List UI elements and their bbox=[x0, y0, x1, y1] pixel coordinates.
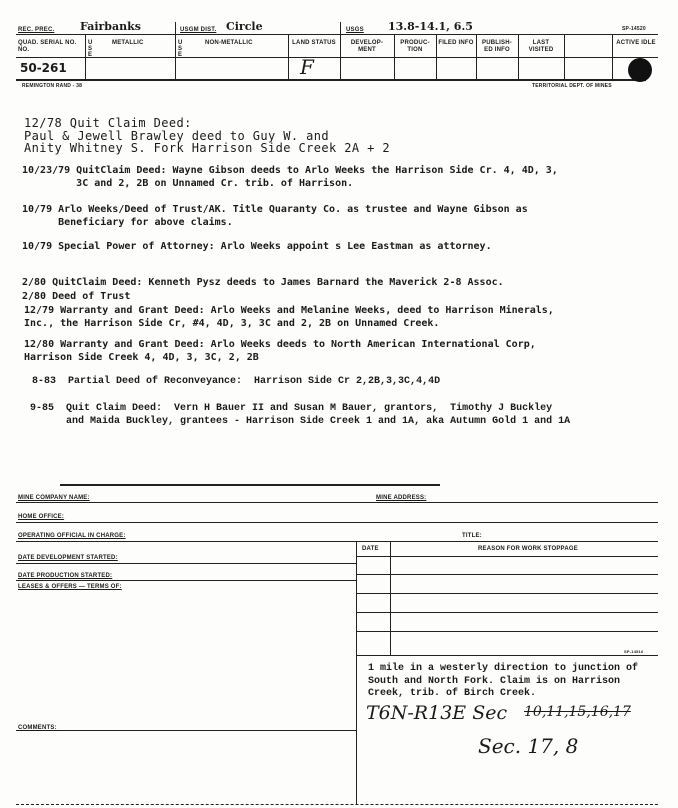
header-divider bbox=[436, 35, 437, 79]
header-divider bbox=[476, 35, 477, 79]
last-visited-label: LAST VISITED bbox=[528, 40, 554, 53]
form-rule bbox=[356, 631, 658, 632]
header-divider bbox=[612, 35, 613, 79]
form-rule bbox=[356, 574, 658, 575]
form-rule bbox=[16, 730, 356, 731]
small-code: SP-14516 bbox=[624, 649, 644, 654]
leases-label: LEASES & OFFERS — TERMS OF: bbox=[18, 584, 122, 590]
entry: 10/79 Arlo Weeks/Deed of Trust/AK. Title Quaranty Co. as trustee and Wayne Gibson as Beneficiary for above claims. bbox=[22, 204, 528, 228]
land-status-value: F bbox=[300, 55, 314, 79]
header-divider bbox=[288, 35, 289, 79]
nonmetallic-label: NON-METALLIC bbox=[205, 40, 253, 46]
usgs-label: USGS bbox=[346, 27, 364, 33]
reason-col-label: REASON FOR WORK STOPPAGE bbox=[478, 546, 578, 552]
entry: 9-85 Quit Claim Deed: Vern H Bauer II and Susan M Bauer, grantors, Timothy J Buckley and Maida Buckley, grantees - Harrison Side Creek 1 and 1A, aka Autumn Gold 1 and 1A bbox=[30, 403, 571, 427]
nonmetallic-letters: U S E bbox=[178, 40, 183, 58]
form-rule bbox=[356, 655, 658, 656]
metallic-label: METALLIC bbox=[112, 40, 144, 46]
handwritten-sections: Sec. 17, 8 bbox=[478, 734, 579, 758]
mine-company-label: MINE COMPANY NAME: bbox=[18, 495, 90, 501]
usgm-dist-value: Circle bbox=[226, 20, 263, 33]
header-rule bbox=[16, 57, 658, 58]
land-status-label: LAND STATUS bbox=[292, 40, 336, 46]
entry: 2/80 QuitClaim Deed: Kenneth Pysz deeds to James Barnard the Maverick 2-8 Assoc. bbox=[22, 277, 504, 288]
entry: 2/80 Deed of Trust bbox=[22, 291, 131, 302]
entry: 10/23/79 QuitClaim Deed: Wayne Gibson deeds to Arlo Weeks the Harrison Side Cr. 4, 4D, 3, 3C and 2, 2B on Unnamed Cr. trib. of Harrison. bbox=[22, 165, 558, 189]
entry: 8-83 Partial Deed of Reconveyance: Harrison Side Cr 2,2B,3,3C,4,4D bbox=[32, 376, 441, 387]
usgm-dist-label: USGM DIST. bbox=[180, 27, 217, 33]
title-label: TITLE: bbox=[462, 533, 482, 539]
form-rule bbox=[16, 580, 356, 581]
header-divider bbox=[518, 35, 519, 79]
form-rule bbox=[356, 593, 658, 594]
form-rule bbox=[16, 804, 658, 805]
form-rule bbox=[16, 502, 658, 503]
development-label: DEVELOP-MENT bbox=[350, 40, 384, 53]
form-rule bbox=[16, 541, 658, 542]
serial-value: 50-261 bbox=[20, 61, 67, 75]
handwritten-struck: 10,11,15,16,17 bbox=[524, 704, 631, 720]
home-office-label: HOME OFFICE: bbox=[18, 514, 65, 520]
form-rule bbox=[60, 484, 440, 486]
header-divider bbox=[394, 35, 395, 79]
usgs-value: 13.8-14.1, 6.5 bbox=[388, 20, 473, 33]
form-rule bbox=[16, 522, 658, 523]
comments-label: COMMENTS: bbox=[18, 725, 57, 731]
date-col-label: DATE bbox=[362, 546, 379, 552]
entry: 12/78 Quit Claim Deed: Paul & Jewell Brawley deed to Guy W. and Anity Whitney S. Fork Harrison Side Creek 2A + 2 bbox=[24, 116, 390, 155]
form-divider bbox=[356, 541, 357, 805]
entry: 12/80 Warranty and Grant Deed: Arlo Weeks deeds to North American International Corp, Harrison Side Creek 4, 4D, 3, 3C, 2, 2B bbox=[24, 339, 536, 363]
form-rule bbox=[356, 612, 658, 613]
entry: 12/79 Warranty and Grant Deed: Arlo Weeks and Melanine Weeks, deed to Harrison Minerals, Inc., the Harrison Side Cr, #4, 4D, 3, 3C and 2, 2B on Unnamed Creek. bbox=[24, 305, 554, 329]
quad-serial-label: QUAD. SERIAL NO. NO. bbox=[18, 40, 77, 53]
header-rule bbox=[16, 79, 646, 81]
production-label: PRODUC-TION bbox=[400, 40, 430, 53]
header-rule bbox=[16, 34, 658, 35]
header-divider bbox=[340, 22, 341, 80]
header-divider bbox=[564, 35, 565, 79]
metallic-letters: U S E bbox=[88, 40, 93, 58]
mine-address-label: MINE ADDRESS: bbox=[376, 495, 427, 501]
filed-info-label: FILED INFO bbox=[438, 40, 474, 46]
rec-prec-value: Fairbanks bbox=[80, 20, 141, 33]
operating-official-label: OPERATING OFFICIAL IN CHARGE: bbox=[18, 533, 126, 539]
form-divider bbox=[390, 541, 391, 655]
corner-mark: SP-14520 bbox=[622, 26, 646, 32]
date-dev-started-label: DATE DEVELOPMENT STARTED: bbox=[18, 555, 118, 561]
location-remark: 1 mile in a westerly direction to junction of South and North Fork. Claim is on Harrison Creek, trib. of Birch Creek. bbox=[368, 663, 639, 699]
published-info-label: PUBLISH-ED INFO bbox=[482, 40, 512, 53]
header-divider bbox=[85, 35, 86, 79]
active-idle-label: ACTIVE IDLE bbox=[616, 40, 656, 46]
date-prod-started-label: DATE PRODUCTION STARTED: bbox=[18, 573, 113, 579]
footer-left: REMINGTON RAND - 38 bbox=[22, 83, 83, 89]
footer-right: TERRITORIAL DEPT. OF MINES bbox=[532, 83, 612, 89]
form-rule bbox=[356, 556, 658, 557]
entry: 10/79 Special Power of Attorney: Arlo Weeks appoint s Lee Eastman as attorney. bbox=[22, 241, 492, 252]
header-divider bbox=[175, 35, 176, 79]
active-status-dot bbox=[628, 58, 652, 82]
rec-prec-label: REC. PREC. bbox=[18, 27, 55, 33]
handwritten-location: T6N-R13E Sec bbox=[366, 702, 508, 724]
form-rule bbox=[16, 563, 356, 564]
